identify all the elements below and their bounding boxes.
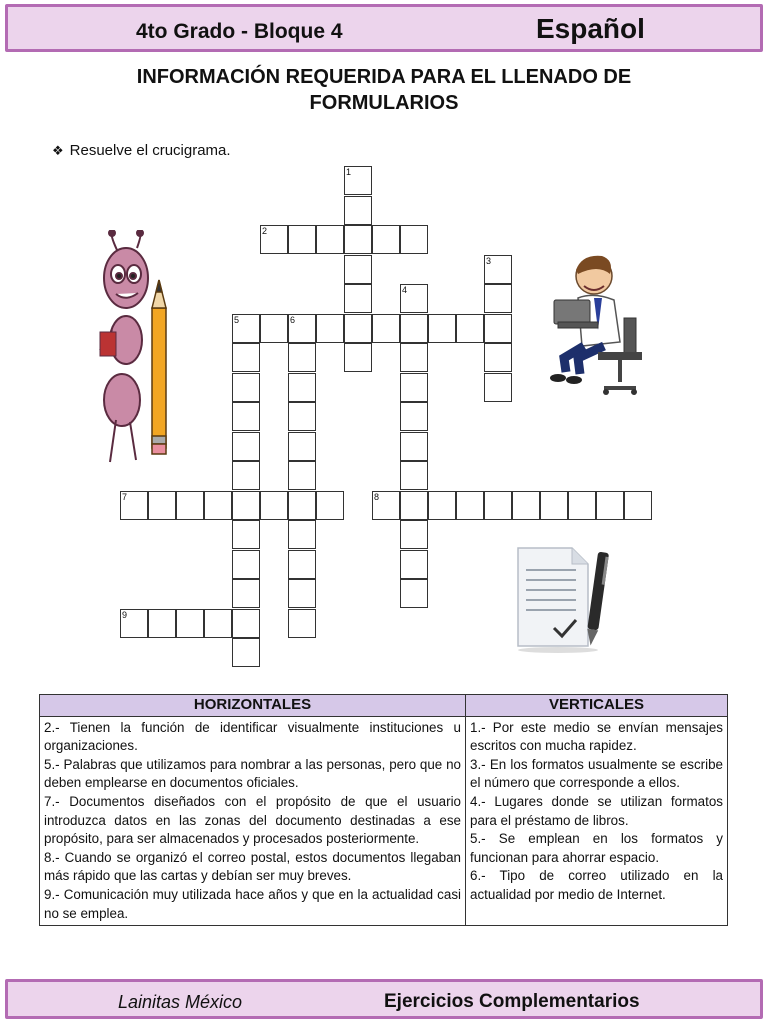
crossword-cell[interactable]	[232, 402, 260, 431]
crossword-cell[interactable]	[288, 314, 316, 343]
clue-number: 5	[234, 314, 240, 325]
clue-number: 9	[122, 609, 128, 620]
crossword-cell[interactable]	[232, 461, 260, 490]
crossword-cell[interactable]	[344, 255, 372, 284]
office-worker-laptop-illustration	[548, 250, 653, 400]
crossword-cell[interactable]	[288, 550, 316, 579]
vertical-header: VERTICALES	[466, 695, 728, 717]
crossword-cell[interactable]	[344, 314, 372, 343]
crossword-cell[interactable]	[260, 225, 288, 254]
crossword-cell[interactable]	[232, 520, 260, 549]
crossword-cell[interactable]	[288, 402, 316, 431]
crossword-cell[interactable]	[624, 491, 652, 520]
clue-v5: 5.- Se emplean en los formatos y funcionan para ahorrar espacio.	[470, 831, 723, 865]
crossword-cell[interactable]	[400, 402, 428, 431]
crossword-cell[interactable]	[176, 609, 204, 638]
crossword-cell[interactable]	[232, 373, 260, 402]
crossword-cell[interactable]	[232, 579, 260, 608]
crossword-cell[interactable]	[344, 196, 372, 225]
footer-series: Ejercicios Complementarios	[384, 991, 640, 1012]
crossword-cell[interactable]	[484, 284, 512, 313]
clue-h5: 5.- Palabras que utilizamos para nombrar a las personas, pero que no deben emplearse en documentos oficiales.	[44, 756, 461, 791]
crossword-cell[interactable]	[400, 461, 428, 490]
crossword-cell[interactable]	[288, 609, 316, 638]
clue-v1: 1.- Por este medio se envían mensajes escritos con mucha rapidez.	[470, 719, 723, 754]
crossword-cell[interactable]	[400, 520, 428, 549]
crossword-cell[interactable]	[232, 638, 260, 667]
crossword-cell[interactable]	[512, 491, 540, 520]
crossword-cell[interactable]	[120, 491, 148, 520]
horizontal-header: HORIZONTALES	[40, 695, 466, 717]
clue-h2: 2.- Tienen la función de identificar visualmente instituciones u organizaciones.	[44, 719, 461, 754]
clue-h9: 9.- Comunicación muy utilizada hace años y que en la actualidad casi no se emplea.	[44, 886, 461, 921]
crossword-cell[interactable]	[400, 550, 428, 579]
crossword-cell[interactable]	[288, 373, 316, 402]
clue-number: 3	[486, 255, 492, 266]
crossword-cell[interactable]	[372, 314, 400, 343]
crossword-cell[interactable]	[372, 225, 400, 254]
ant-pencil-illustration	[92, 230, 182, 470]
clue-number: 8	[374, 491, 380, 502]
crossword-cell[interactable]	[484, 255, 512, 284]
crossword-cell[interactable]	[288, 225, 316, 254]
crossword-cell[interactable]	[484, 314, 512, 343]
crossword-cell[interactable]	[260, 491, 288, 520]
clue-number: 1	[346, 167, 352, 177]
crossword-cell[interactable]	[204, 491, 232, 520]
crossword-cell[interactable]	[428, 314, 456, 343]
crossword-cell[interactable]	[204, 609, 232, 638]
crossword-cell[interactable]	[400, 579, 428, 608]
crossword-cell[interactable]	[372, 491, 400, 520]
clue-number: 6	[290, 314, 296, 325]
grade-label: 4to Grado - Bloque 4	[136, 20, 343, 43]
header-banner	[5, 4, 763, 52]
crossword-cell[interactable]	[344, 343, 372, 372]
crossword-cell[interactable]	[400, 491, 428, 520]
crossword-cell[interactable]	[568, 491, 596, 520]
instruction	[52, 142, 231, 159]
crossword-cell[interactable]	[400, 343, 428, 372]
clue-number: 4	[402, 285, 408, 295]
page-title: INFORMACIÓN REQUERIDA PARA EL LLENADO DE FORMULARIOS	[136, 66, 632, 114]
crossword-cell[interactable]	[288, 520, 316, 549]
crossword-cell[interactable]	[400, 284, 428, 313]
crossword-cell[interactable]	[484, 373, 512, 402]
crossword-cell[interactable]	[120, 609, 148, 638]
clue-v4: 4.- Lugares donde se utilizan formatos para el préstamo de libros.	[470, 793, 723, 828]
crossword-cell[interactable]	[288, 432, 316, 461]
crossword-cell[interactable]	[316, 314, 344, 343]
footer-banner	[5, 979, 763, 1019]
diamond-bullet-icon: ❖	[52, 143, 64, 158]
horizontal-clues	[40, 716, 466, 926]
crossword-cell[interactable]	[316, 225, 344, 254]
crossword-cell[interactable]	[540, 491, 568, 520]
crossword-cell[interactable]	[232, 314, 260, 343]
crossword-cell[interactable]	[316, 491, 344, 520]
clue-v3: 3.- En los formatos usualmente se escribe el número que corresponde a ellos.	[470, 756, 723, 791]
crossword-cell[interactable]	[232, 550, 260, 579]
footer-author: Lainitas México	[118, 992, 243, 1012]
crossword-cell[interactable]	[456, 491, 484, 520]
crossword-cell[interactable]	[148, 609, 176, 638]
crossword-cell[interactable]	[232, 491, 260, 520]
crossword-cell[interactable]	[428, 491, 456, 520]
crossword-cell[interactable]	[288, 343, 316, 372]
crossword-cell[interactable]	[232, 609, 260, 638]
document-pen-illustration	[514, 546, 614, 654]
clue-h8: 8.- Cuando se organizó el correo postal, estos documentos llegaban más rápido que las cartas y debían ser muy breves.	[44, 849, 461, 884]
crossword-cell[interactable]	[344, 284, 372, 313]
crossword-cell[interactable]	[148, 491, 176, 520]
subject-label: Español	[536, 13, 645, 44]
crossword-cell[interactable]	[596, 491, 624, 520]
crossword-cell[interactable]	[232, 343, 260, 372]
clues-table	[39, 694, 728, 926]
crossword-cell[interactable]	[344, 225, 372, 254]
crossword-cell[interactable]	[288, 461, 316, 490]
crossword-cell[interactable]	[456, 314, 484, 343]
crossword-cell[interactable]	[232, 432, 260, 461]
crossword-cell[interactable]	[288, 491, 316, 520]
crossword-cell[interactable]	[176, 491, 204, 520]
instruction-text: Resuelve el crucigrama.	[69, 142, 231, 159]
crossword-cell[interactable]	[400, 225, 428, 254]
clue-h7: 7.- Documentos diseñados con el propósito de que el usuario introduzca datos en las zonas del documento destinadas a ese propósito, para ser almacenados y procesados posteriormente.	[44, 793, 461, 847]
clue-v6: 6.- Tipo de correo utilizado en la actualidad por medio de Internet.	[470, 868, 723, 902]
crossword-cell[interactable]	[288, 579, 316, 608]
crossword-cell[interactable]	[400, 373, 428, 402]
vertical-clues	[466, 716, 728, 926]
crossword-cell[interactable]	[484, 343, 512, 372]
crossword-cell[interactable]	[400, 314, 428, 343]
crossword-cell[interactable]	[344, 166, 372, 195]
crossword-cell[interactable]	[484, 491, 512, 520]
crossword-cell[interactable]	[400, 432, 428, 461]
clue-number: 2	[262, 226, 268, 236]
crossword-cell[interactable]	[260, 314, 288, 343]
clue-number: 7	[122, 491, 128, 502]
